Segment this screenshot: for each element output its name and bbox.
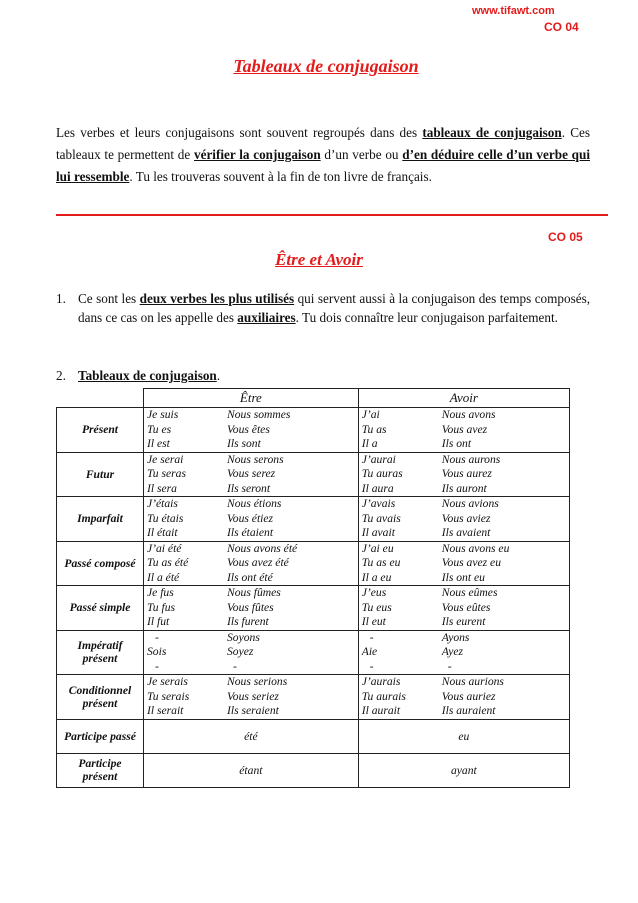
conjugation-form: Soyons bbox=[227, 630, 260, 644]
conjugation-form: Tu aurais bbox=[361, 689, 406, 703]
text: qui servent aussi à la conjugaison des temps composés, dans ce cas on les appelle des bbox=[78, 291, 590, 325]
conjugation-form: Vous avez eu bbox=[441, 556, 501, 569]
conjugation-form: Tu seras bbox=[147, 467, 186, 480]
table-row bbox=[57, 497, 570, 542]
list-item bbox=[56, 366, 590, 385]
conjugation-form: Tu fus bbox=[147, 600, 176, 614]
conjugation-form: - bbox=[233, 659, 237, 673]
conjugation-form: Tu es bbox=[147, 422, 172, 436]
table-row bbox=[57, 753, 570, 787]
table-row bbox=[57, 408, 570, 453]
table-row bbox=[57, 586, 570, 631]
conjugation-form: Vous avez été bbox=[227, 556, 289, 569]
cell-avoir bbox=[358, 497, 569, 542]
bold-text: d’en déduire celle d’un verbe qui lui ressemble bbox=[56, 147, 590, 184]
conjugation-form: J’étais bbox=[147, 497, 178, 510]
cell-avoir bbox=[358, 586, 569, 631]
conjugation-form: Ils ont eu bbox=[441, 570, 485, 584]
conjugation-form: - bbox=[369, 630, 374, 644]
tense-label: Présent bbox=[57, 408, 144, 453]
list-number: 2. bbox=[56, 368, 66, 383]
conjugation-form: - bbox=[369, 659, 374, 673]
conjugation-form: Vous aviez bbox=[441, 511, 491, 525]
conjugation-form: Ils étaient bbox=[227, 526, 274, 539]
conjugation-form: Soyez bbox=[227, 645, 254, 658]
conjugation-form: Il a bbox=[361, 437, 378, 450]
conjugation-form: Nous avons été bbox=[227, 541, 298, 555]
bold-text: vérifier la conjugaison bbox=[194, 147, 321, 162]
conjugation-form: Tu avais bbox=[361, 511, 401, 525]
section-code: CO 05 bbox=[548, 230, 583, 244]
participle-avoir: eu bbox=[358, 719, 569, 753]
conjugation-form: Nous serons bbox=[227, 452, 284, 466]
conjugation-form: Nous eûmes bbox=[441, 586, 498, 599]
conjugation-form: Nous étions bbox=[227, 497, 282, 510]
conjugation-form: Il fut bbox=[147, 615, 170, 628]
conjugation-form: Tu as été bbox=[147, 556, 189, 569]
table-row bbox=[57, 452, 570, 497]
tense-label: Imparfait bbox=[57, 497, 144, 542]
conjugation-form: Il serait bbox=[147, 704, 184, 717]
conjugation-form: Vous seriez bbox=[227, 689, 279, 703]
table-row bbox=[57, 675, 570, 720]
cell-avoir bbox=[358, 541, 569, 586]
conjugation-form: Vous aurez bbox=[441, 467, 492, 480]
bold-text: tableaux de conjugaison bbox=[422, 125, 562, 140]
conjugation-form: Tu eus bbox=[361, 600, 392, 614]
cell-etre bbox=[144, 630, 359, 675]
conjugation-form: Il sera bbox=[147, 481, 177, 495]
participle-etre: étant bbox=[144, 753, 359, 787]
conjugation-form: Tu étais bbox=[147, 511, 184, 525]
text: . Tu les trouveras souvent à la fin de ton livre de français. bbox=[129, 169, 432, 184]
conjugation-form: Il a eu bbox=[361, 570, 392, 584]
conjugation-form: - bbox=[447, 659, 452, 673]
conjugation-form: J’ai été bbox=[147, 541, 182, 555]
page-title: Tableaux de conjugaison bbox=[233, 56, 419, 76]
conjugation-form: - bbox=[155, 659, 159, 673]
conjugation-form: Il avait bbox=[361, 526, 395, 539]
empty-header bbox=[57, 389, 144, 408]
text: . Tu dois connaître leur conjugaison parfaitement. bbox=[295, 310, 558, 325]
cell-etre bbox=[144, 408, 359, 453]
conjugation-form: Vous étiez bbox=[227, 511, 274, 525]
cell-etre bbox=[144, 675, 359, 720]
conjugation-form: Il était bbox=[147, 526, 178, 539]
divider bbox=[56, 214, 608, 216]
conjugation-form: Je suis bbox=[147, 408, 179, 421]
conjugation-form: J’ai eu bbox=[361, 541, 394, 555]
list-item bbox=[56, 289, 590, 327]
table-row bbox=[57, 630, 570, 675]
list-number: 1. bbox=[56, 291, 66, 306]
conjugation-form: Ils ont été bbox=[227, 570, 273, 584]
cell-etre bbox=[144, 541, 359, 586]
conjugation-form: Il aurait bbox=[361, 704, 401, 717]
conjugation-form: Il est bbox=[147, 437, 170, 450]
conjugation-form: J’ai bbox=[361, 408, 380, 421]
intro-paragraph bbox=[56, 122, 590, 188]
tense-label: Conditionnel présent bbox=[57, 675, 144, 720]
cell-etre bbox=[144, 452, 359, 497]
conjugation-form: Tu auras bbox=[361, 467, 403, 480]
conjugation-form: Ils seraient bbox=[227, 704, 279, 717]
conjugation-form: Ayons bbox=[441, 630, 470, 644]
conjugation-form: Ils seront bbox=[227, 481, 271, 495]
conjugation-table bbox=[56, 388, 570, 788]
conjugation-form: Nous avons bbox=[441, 408, 496, 421]
table-row bbox=[57, 719, 570, 753]
conjugation-form: Tu as bbox=[361, 422, 387, 436]
conjugation-form: J’aurais bbox=[361, 675, 401, 688]
text: Les verbes et leurs conjugaisons sont souvent regroupés dans des bbox=[56, 125, 423, 140]
cell-avoir bbox=[358, 630, 569, 675]
conjugation-form: Ils ont bbox=[441, 437, 472, 450]
conjugation-form: Nous aurions bbox=[441, 675, 504, 688]
conjugation-form: Ils furent bbox=[227, 615, 269, 628]
conjugation-form: J’eus bbox=[361, 586, 387, 599]
section-code: CO 04 bbox=[544, 20, 579, 34]
conjugation-form: - bbox=[155, 630, 159, 644]
cell-etre bbox=[144, 497, 359, 542]
table-row bbox=[57, 541, 570, 586]
tense-label: Participe présent bbox=[57, 753, 144, 787]
conjugation-form: Vous avez bbox=[441, 422, 488, 436]
bold-text: auxiliaires bbox=[237, 310, 296, 325]
conjugation-form: Ils avaient bbox=[441, 526, 491, 539]
participle-avoir: ayant bbox=[358, 753, 569, 787]
conjugation-form: Je serais bbox=[147, 675, 188, 688]
tense-label: Passé composé bbox=[57, 541, 144, 586]
conjugation-form: Il eut bbox=[361, 615, 386, 628]
site-url[interactable]: www.tifawt.com bbox=[472, 5, 555, 17]
header-avoir: Avoir bbox=[358, 389, 569, 408]
conjugation-form: Nous sommes bbox=[227, 408, 291, 421]
text: . bbox=[216, 368, 221, 383]
header-etre: Être bbox=[144, 389, 359, 408]
conjugation-form: J’avais bbox=[361, 497, 396, 510]
conjugation-form: Ayez bbox=[441, 645, 463, 658]
cell-avoir bbox=[358, 408, 569, 453]
participle-etre: été bbox=[144, 719, 359, 753]
conjugation-form: Nous aurons bbox=[441, 452, 501, 466]
conjugation-form: Vous eûtes bbox=[441, 600, 491, 614]
text: d’un verbe ou bbox=[320, 147, 403, 162]
tense-label: Impératif présent bbox=[57, 630, 144, 675]
bold-text: deux verbes les plus utilisés bbox=[139, 291, 295, 306]
section-title: Être et Avoir bbox=[275, 250, 363, 269]
bold-text: Tableaux de conjugaison bbox=[78, 368, 217, 383]
tense-label: Participe passé bbox=[57, 719, 144, 753]
conjugation-form: J’aurai bbox=[361, 452, 396, 466]
tense-label: Passé simple bbox=[57, 586, 144, 631]
conjugation-form: Tu as eu bbox=[361, 556, 401, 569]
conjugation-form: Ils auraient bbox=[441, 704, 496, 717]
conjugation-form: Il aura bbox=[361, 481, 394, 495]
conjugation-form: Ils auront bbox=[441, 481, 487, 495]
conjugation-form: Nous avons eu bbox=[441, 541, 510, 555]
tense-label: Futur bbox=[57, 452, 144, 497]
conjugation-form: Nous avions bbox=[441, 497, 499, 510]
cell-avoir bbox=[358, 452, 569, 497]
conjugation-form: Sois bbox=[147, 645, 167, 658]
conjugation-form: Vous auriez bbox=[441, 689, 496, 703]
text: . Ces tableaux te permettent de bbox=[56, 125, 591, 162]
conjugation-form: Tu serais bbox=[147, 689, 190, 703]
conjugation-form: Je fus bbox=[147, 586, 174, 599]
conjugation-form: Ils sont bbox=[227, 437, 261, 450]
conjugation-form: Nous serions bbox=[227, 675, 288, 688]
conjugation-form: Je serai bbox=[147, 452, 184, 466]
conjugation-form: Il a été bbox=[147, 570, 180, 584]
conjugation-form: Ils eurent bbox=[441, 615, 486, 628]
cell-avoir bbox=[358, 675, 569, 720]
conjugation-form: Nous fûmes bbox=[227, 586, 281, 599]
cell-etre bbox=[144, 586, 359, 631]
conjugation-form: Aie bbox=[361, 645, 378, 658]
conjugation-form: Vous êtes bbox=[227, 422, 270, 436]
text: Ce sont les bbox=[78, 291, 140, 306]
conjugation-form: Vous fûtes bbox=[227, 600, 274, 614]
conjugation-form: Vous serez bbox=[227, 467, 276, 480]
table-header-row bbox=[57, 389, 570, 408]
